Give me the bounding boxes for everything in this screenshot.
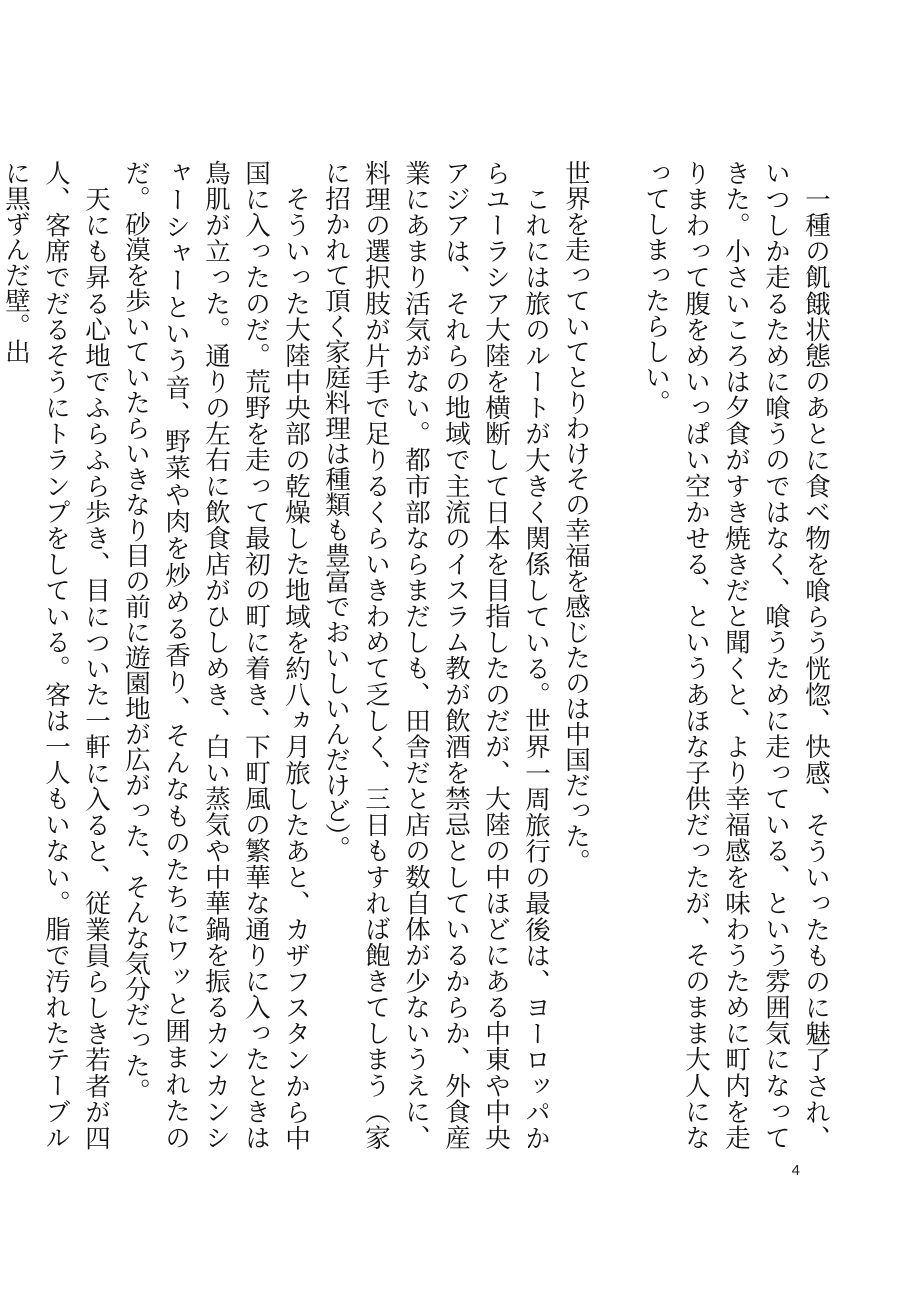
paragraph-2: 世界を走っていてとりわけその幸福を感じたのは中国だった。	[561, 160, 591, 874]
paragraph-4: そういった大陸中央部の乾燥した地域を約八ヵ月旅したあと、カザフスタンから中国に入ったのだ。荒野を走って最初の町に着き、下町風の繁華な通りに入ったときは鳥肌が立った。通りの左右に飲食店がひしめき、白い蒸気や中華鍋を振るカンカンシャーシャーという音、野菜や肉を炒める香り、そんなものたちにワッと囲まれたのだ。砂漠を歩いていたらいきなり目の前に遊園地が広がった、そんな気分だった。	[121, 160, 311, 1151]
paragraph-blank-line	[596, 160, 636, 1150]
paragraph-3: これには旅のルートが大きく関係している。世界一周旅行の最後は、ヨーロッパからユーラシア大陸を横断して日本を目指したのだが、大陸の中ほどにある中東や中央アジアは、それらの地域で主流のイスラム教が飲酒を禁忌としているからか、外食産業にあまり活気がない。都市部ならまだしも、田舎だと店の数自体が少ないうえに、料理の選択肢が片手で足りるくらいきわめて乏しく、三日もすれば飽きてしまう（家に招かれて頂く家庭料理は種類も豊富でおいしいんだけど）。	[321, 160, 551, 1150]
page-number: 4	[791, 1162, 800, 1179]
vertical-text-body	[0, 160, 836, 1150]
paragraph-5: 天にも昇る心地でふらふら歩き、目についた一軒に入ると、従業員らしき若者が四人、客席でだるそうにトランプをしている。客は一人もいない。脂で汚れたテーブルに黒ずんだ壁。出	[1, 160, 111, 1150]
paragraph-1: 一種の飢餓状態のあとに食べ物を喰らう恍惚、快感、そういったものに魅了され、いつしか走るために喰うのではなく、喰うために走っている、という雰囲気になってきた。小さいころは夕食がすき焼きだと聞くと、より幸福感を味わうために町内を走りまわって腹をめいっぱい空かせる、というあほな子供だったが、そのまま大人になってしまったらしい。	[641, 160, 831, 1150]
